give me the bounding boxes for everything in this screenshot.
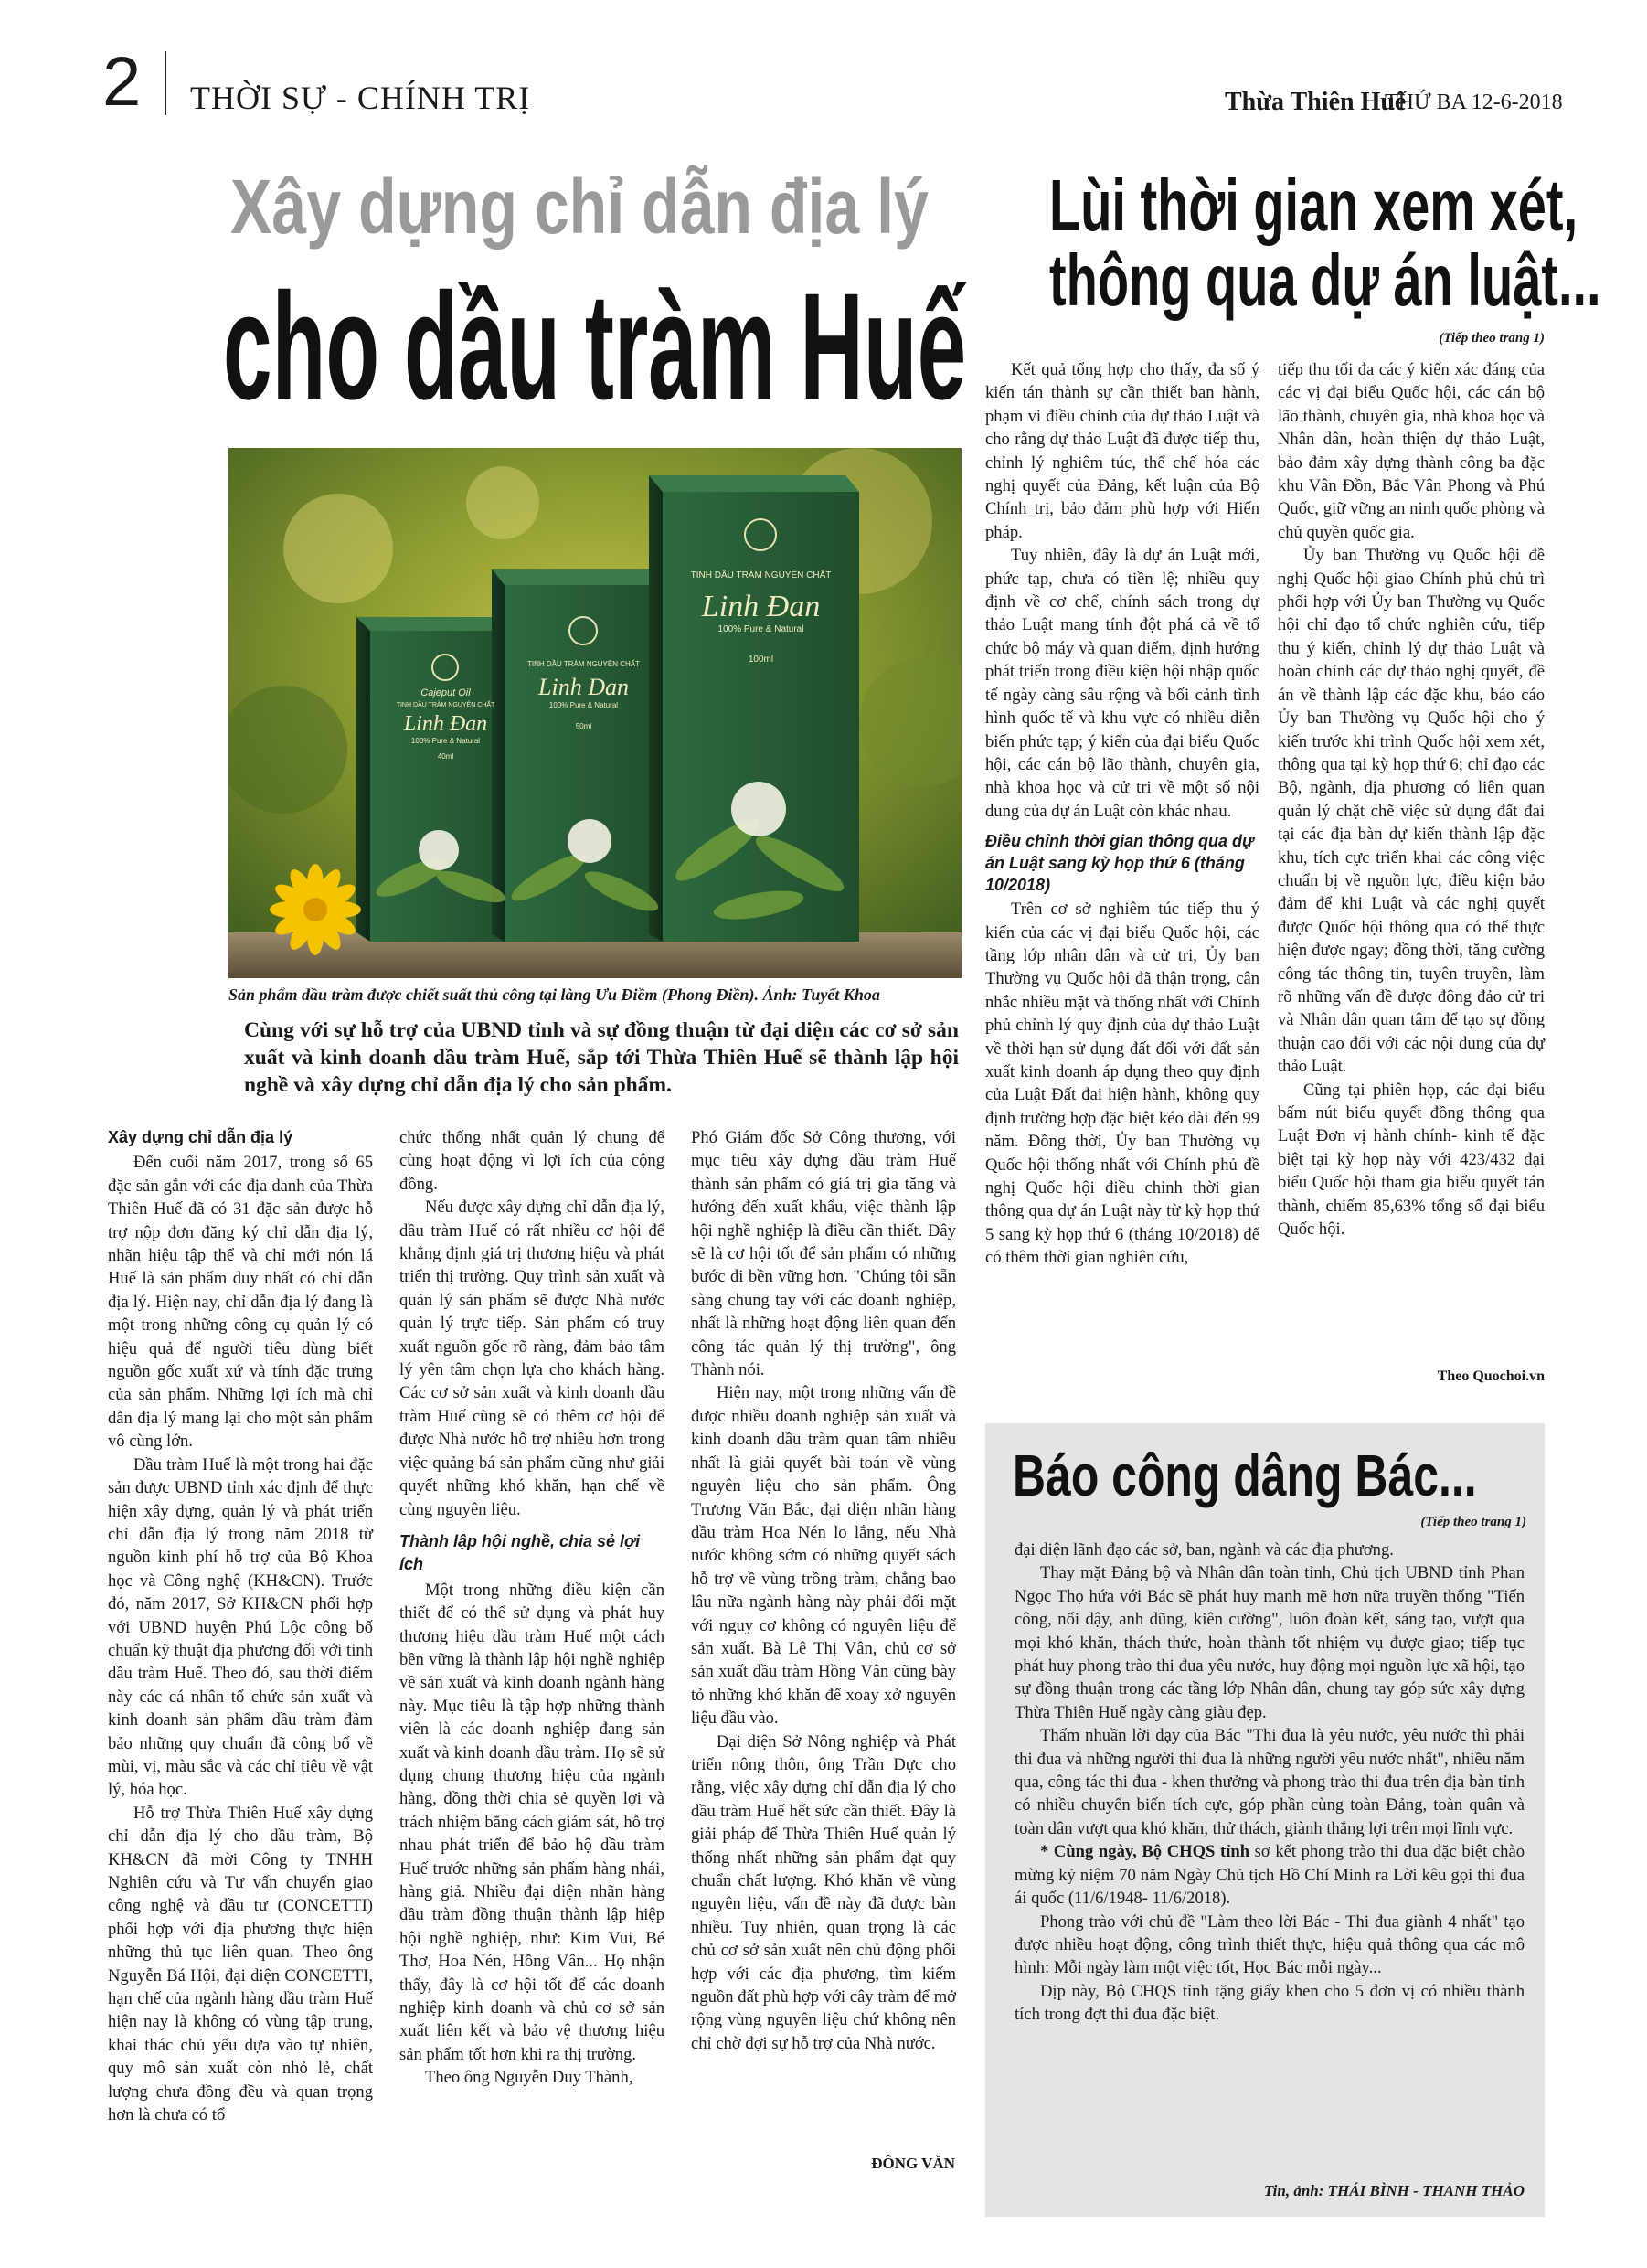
paragraph: Theo ông Nguyễn Duy Thành, [425, 2068, 633, 2088]
paragraph: Thay mặt Đảng bộ và Nhân dân toàn tỉnh, Chủ tịch UBND tỉnh Phan Ngọc Thọ hứa với Bác sẽ phát huy mạnh mẽ hơn nữa truyền thống "Tiến công, nổi dậy, anh dũng, kiên cường", luôn đoàn kết, sáng tạo, vượt qua mọi khó khăn, thách thức, hoàn thành tốt nhiệm vụ được giao; tiếp tục phát huy phong trào thi đua yêu nước, huy động mọi nguồn lực xã hội, tạo sự đồng thuận trong các tầng lớp Nhân dân, chung tay góp sức xây dựng Thừa Thiên Huế ngày càng giàu đẹp. [1015, 1563, 1525, 1722]
paragraph: Dịp này, Bộ CHQS tỉnh tặng giấy khen cho 5 đơn vị có nhiều thành tích trong đợt thi đua đặc biệt. [1015, 1981, 1525, 2025]
box-mid-label: TINH DẦU TRÀM NGUYÊN CHẤT Linh Đan 100% Pure & Natural 50ml [527, 660, 640, 730]
paragraph: * Cùng ngày, Bộ CHQS tỉnh sơ kết phong trào thi đua đặc biệt chào mừng kỷ niệm 70 năm Ngày Chủ tịch Hồ Chí Minh ra Lời kêu gọi thi đua ái quốc (11/6/1948- 11/6/2018). [1015, 1842, 1525, 1909]
paragraph: Đến cuối năm 2017, trong số 65 đặc sản gắn với các địa danh của Thừa Thiên Huế đã có 31 đặc sản được hỗ trợ nộp đơn đăng ký chỉ dẫn địa lý, nhãn hiệu tập thể và chỉ mới nón lá Huế là sản phẩm duy nhất có chỉ dẫn địa lý. Hiện nay, chỉ dẫn địa lý đang là một trong những công cụ quản lý có hiệu quả để người tiêu dùng biết nguồn gốc xuất xứ và tính đặc trưng của sản phẩm. Những lợi ích mà chỉ dẫn địa lý mang lại cho một sản phẩm vô cùng lớn. [108, 1153, 373, 1452]
paragraph: Trên cơ sở nghiêm túc tiếp thu ý kiến của các vị đại biểu Quốc hội, các tầng lớp nhân dân và cử tri, Ủy ban Thường vụ Quốc hội đã thận trọng, cân nhắc nhiều mặt và thống nhất với Chính phủ chỉnh lý quy định của dự thảo Luật về thời hạn sử dụng đất đối với đất sản xuất kinh doanh áp dụng theo quy định của Luật Đất đai hiện hành, không quy định trường hợp đặc biệt kéo dài đến 99 năm. Đồng thời, Ủy ban Thường vụ Quốc hội thống nhất với Chính phủ đề nghị Quốc hội điều chỉnh thời gian thông qua dự án Luật này từ kỳ họp thứ 5 sang kỳ họp thứ 6 (tháng 10/2018) để có thêm thời gian nghiên cứu, [985, 900, 1259, 1268]
law-column-1 [985, 358, 1259, 1270]
law-continued-note: (Tiếp theo trang 1) [1439, 331, 1545, 346]
bac-continued-note: (Tiếp theo trang 1) [1420, 1515, 1526, 1529]
main-byline: ĐÔNG VĂN [871, 2155, 955, 2172]
paragraph: tiếp thu tối đa các ý kiến xác đáng của các vị đại biểu Quốc hội, các cán bộ lão thành, chuyên gia, nhà khoa học và Nhân dân, hoàn thiện dự thảo Luật, bảo đảm xây dựng thành công ba đặc khu Vân Đồn, Bắc Vân Phong và Phú Quốc, giữ vững an ninh quốc phòng và chủ quyền quốc gia. [1278, 360, 1545, 542]
main-column-1 [108, 1126, 373, 2126]
issue-date: THỨ BA 12-6-2018 [1385, 91, 1563, 114]
box-small-label: Cajeput Oil TINH DẦU TRÀM NGUYÊN CHẤT Linh Đan 100% Pure & Natural 40ml [396, 687, 495, 761]
paragraph: Cũng tại phiên họp, các đại biểu bấm nút biểu quyết đồng thông qua Luật Đơn vị hành chính- kinh tế đặc biệt tại kỳ họp này với 423/432 đại biểu Quốc hội tham gia biểu quyết tán thành, chiếm 85,63% tổng số đại biểu Quốc hội. [1278, 1080, 1545, 1240]
paragraph: Nếu được xây dựng chỉ dẫn địa lý, dầu tràm Huế có rất nhiều cơ hội để khẳng định giá trị thương hiệu và phát triển thị trường. Quy trình sản xuất và quản lý sản phẩm sẽ được Nhà nước quản lý trực tiếp. Sản phẩm có truy xuất nguồn gốc rõ ràng, đảm bảo tâm lý yên tâm chọn lựa cho khách hàng. Các cơ sở sản xuất và kinh doanh dầu tràm Huế cũng sẽ có thêm cơ hội để được Nhà nước hỗ trợ nhiều hơn trong việc quảng bá sản phẩm cũng như giải quyết những khó khăn, hạn chế về cùng nguyên liệu. [399, 1198, 664, 1519]
main-kicker: Xây dựng chỉ dẫn địa lý [230, 164, 929, 250]
paragraph: Đại diện Sở Nông nghiệp và Phát triển nông thôn, ông Trần Dực cho rằng, việc xây dựng chỉ dẫn địa lý cho dầu tràm Huế hết sức cần thiết. Đây là giải pháp để Thừa Thiên Huế quản lý thống nhất những sản phẩm đạt quy chuẩn chất lượng. Khó khăn về vùng nguyên liệu, vấn đề này đã được bàn nhiều. Tuy nhiên, quan trọng là các chủ cơ sở sản xuất nên chủ động phối hợp với các địa phương, tìm kiếm nguồn đất phù hợp với cây tràm để mở rộng vùng nguyên liệu chứ không nên chỉ chờ đợi sự hỗ trợ của Nhà nước. [691, 1731, 956, 2053]
lead-paragraph: Cùng với sự hỗ trợ của UBND tỉnh và sự đồng thuận từ đại diện các cơ sở sản xuất và kinh doanh dầu tràm Huế, sắp tới Thừa Thiên Huế sẽ thành lập hội nghề và xây dựng chỉ dẫn địa lý cho sản phẩm. [244, 1018, 959, 1097]
paragraph: chức thống nhất quản lý chung để cùng hoạt động vì lợi ích của cộng đồng. [399, 1128, 664, 1194]
header-divider [165, 51, 166, 115]
photo-caption: Sản phẩm dầu tràm được chiết suất thủ công tại làng Ưu Điềm (Phong Điền). Ảnh: Tuyết Khoa [228, 985, 880, 1004]
paragraph: Hỗ trợ Thừa Thiên Huế xây dựng chỉ dẫn địa lý cho dầu tràm, Bộ KH&CN đã mời Công ty TNHH Nghiên cứu và Tư vấn chuyển giao công nghệ và đầu tư (CONCETTI) phối hợp với địa phương thực hiện những thủ tục liên quan. Theo ông Nguyễn Bá Hội, đại diện CONCETTI, hạn chế của ngành hàng dầu tràm Huế hiện nay là không có vùng tập trung, khai thác chủ yếu dựa vào tự nhiên, quy mô sản xuất còn nhỏ lẻ, chất lượng chưa đồng đều và quan trọng hơn là chưa có tổ [108, 1803, 373, 2125]
main-headline: cho dầu tràm Huế [223, 262, 967, 431]
paragraph: Hiện nay, một trong những vấn đề được nhiều doanh nghiệp sản xuất và kinh doanh dầu tràm quan tâm nhiều nhất là giải quyết bài toán về vùng nguyên liệu cho sản phẩm. Ông Trương Văn Bắc, đại diện nhãn hàng dầu tràm Hoa Nén lo lắng, nếu Nhà nước không sớm có những quyết sách hỗ trợ về vùng trồng tràm, chẳng bao lâu nữa ngành hàng này phải đối mặt với nguy cơ không có nguyên liệu để sản xuất. Bà Lê Thị Vân, chủ cơ sở sản xuất dầu tràm Hồng Vân cũng bày tỏ những khó khăn để xoay xở nguyên liệu đầu vào. [691, 1383, 956, 1729]
page-number: 2 [102, 43, 142, 121]
box-large-label: TINH DẦU TRÀM NGUYÊN CHẤT Linh Đan 100% Pure & Natural 100ml [690, 570, 832, 665]
paragraph: Thấm nhuần lời dạy của Bác "Thi đua là yêu nước, yêu nước thì phải thi đua và những người thi đua là những người yêu nước nhất", nhiều năm qua, công tác thi đua - khen thưởng và phong trào thi đua trên địa bàn tỉnh có nhiều chuyển biến tích cực, góp phần cùng toàn Đảng, toàn quân và toàn dân vượt qua khó khăn, thử thách, giành thắng lợi trên mọi lĩnh vực. [1015, 1726, 1525, 1838]
main-column-3 [691, 1126, 956, 2055]
paragraph: Tuy nhiên, đây là dự án Luật mới, phức tạp, chưa có tiền lệ; nhiều quy định về cơ chế, chính sách trong dự thảo Luật mang tính đột phá cả về tổ chức bộ máy và quan điểm, định hướng phát triển trong điều kiện hội nhập quốc tế ngày càng sâu rộng và bối cảnh tình hình quốc tế và khu vực có nhiều diễn biến phức tạp; ý kiến của đại biểu Quốc hội, các cán bộ lão thành, chuyên gia, nhà khoa học và cử tri về một số nội dung của dự án Luật còn khác nhau. [985, 546, 1259, 821]
law-subhead: Điều chỉnh thời gian thông qua dự án Luật sang kỳ họp thứ 6 (tháng 10/2018) [985, 832, 1254, 895]
subhead-geo: Xây dựng chỉ dẫn địa lý [108, 1128, 293, 1146]
paragraph: Phó Giám đốc Sở Công thương, với mục tiêu xây dựng dầu tràm Huế thành sản phẩm có giá trị gia tăng và hướng đến xuất khẩu, việc thành lập hội nghề nghiệp là điều cần thiết. Đây sẽ là cơ hội tốt để sản phẩm có những bước đi bền vững hơn. "Chúng tôi sẵn sàng chung tay với các doanh nghiệp, nhất là những hoạt động liên quan đến công tác quản lý thị trường", ông Thành nói. [691, 1128, 956, 1380]
paragraph: đại diện lãnh đạo các sở, ban, ngành và các địa phương. [1015, 1540, 1394, 1560]
law-headline-1: Lùi thời gian xem xét, [1049, 165, 1578, 246]
paper-name: Thừa Thiên Huế [1225, 88, 1407, 116]
main-column-2 [399, 1126, 664, 2090]
bac-body [1015, 1539, 1525, 2027]
bold-lead: * Cùng ngày, Bộ CHQS tỉnh [1040, 1842, 1250, 1862]
paragraph: Một trong những điều kiện cần thiết để có thể sử dụng và phát huy thương hiệu dầu tràm Huế một cách bền vững là thành lập hội nghề nghiệp về sản xuất và kinh doanh ngành hàng này. Mục tiêu là tập hợp những thành viên là các doanh nghiệp đang sản xuất và kinh doanh dầu tràm. Họ sẽ sử dụng chung thương hiệu của ngành hàng, đồng thời chia sẻ quyền lợi và trách nhiệm bằng cách giám sát, hỗ trợ nhau phát triển để bảo hộ dầu tràm Huế trước những sản phẩm hàng nhái, hàng giả. Nhiều đại diện nhãn hàng dầu tràm đồng thuận thành lập hiệp hội nghề nghiệp, như: Kim Vui, Bé Thơ, Hoa Nén, Hồng Vân... Họ nhận thấy, đây là cơ hội tốt để các doanh nghiệp kinh doanh và chủ cơ sở sản xuất liên kết và bảo vệ thương hiệu sản phẩm tốt hơn khi ra thị trường. [399, 1580, 664, 2064]
product-photo [228, 448, 962, 978]
subhead-association: Thành lập hội nghề, chia sẻ lợi ích [399, 1531, 641, 1574]
paragraph: Kết quả tổng hợp cho thấy, đa số ý kiến tán thành sự cần thiết ban hành, phạm vi điều chỉnh của dự thảo Luật và cho rằng dự thảo Luật đã được tiếp thu, chỉnh lý nghiêm túc, thể chế hóa các nghị quyết của Đảng, kết luận của Bộ Chính trị, bảo đảm phù hợp với Hiến pháp. [985, 360, 1259, 542]
bac-headline: Báo công dâng Bác... [1013, 1443, 1477, 1508]
section-label: THỜI SỰ - CHÍNH TRỊ [190, 80, 531, 116]
paragraph: Dầu tràm Huế là một trong hai đặc sản được UBND tỉnh xác định để thực hiện xây dựng, quản lý và phát triển chỉ dẫn địa lý trong năm 2018 từ nguồn kinh phí hỗ trợ của Bộ Khoa học và Công nghệ (KH&CN). Trước đó, năm 2017, Sở KH&CN phối hợp với UBND huyện Phú Lộc công bố chuẩn kỹ thuật địa phương đối với tinh dầu tràm Huế. Theo đó, sau thời điểm này các cá nhân tổ chức sản xuất và kinh doanh sản phẩm dầu tràm đảm bảo những quy chuẩn đã công bố về mùi, vị, màu sắc và các chỉ tiêu về vật lý, hóa học. [108, 1454, 373, 1800]
law-column-2 [1278, 358, 1545, 1240]
law-headline-2: thông qua dự án luật... [1049, 240, 1601, 321]
law-source: Theo Quochoi.vn [1437, 1368, 1545, 1384]
bac-byline: Tin, ảnh: THÁI BÌNH - THANH THẢO [1263, 2182, 1525, 2199]
paragraph: Phong trào với chủ đề "Làm theo lời Bác - Thi đua giành 4 nhất" tạo được nhiều hoạt động, công trình thiết thực, hiệu quả thông qua các mô hình: Mỗi ngày làm một việc tốt, Học Bác mỗi ngày... [1015, 1911, 1525, 1978]
paragraph: Ủy ban Thường vụ Quốc hội đề nghị Quốc hội giao Chính phủ chủ trì phối hợp với Ủy ban Thường vụ Quốc hội chỉ đạo tổ chức nghiên cứu, tiếp thu ý kiến, chỉnh lý dự thảo Luật và hoàn chỉnh các dự thảo nghị quyết, đề án về thành lập các đặc khu, báo cáo Ủy ban Thường vụ Quốc hội cho ý kiến trước khi trình Quốc hội xem xét, thông qua tại kỳ họp thứ 6; chỉ đạo các Bộ, ngành, địa phương có liên quan quản lý chặt chẽ việc sử dụng đất đai tại các địa bàn dự kiến thành lập đặc khu, tích cực triển khai các công việc chuẩn bị về nguồn lực, điều kiện bảo đảm để khi Luật và các nghị quyết được Quốc hội thông qua có thể thực hiện được ngay; đồng thời, tăng cường công tác thông tin, tuyên truyền, làm rõ những vấn đề được đông đảo cử tri và Nhân dân quan tâm để tạo sự đồng thuận cao đối với các nội dung của dự thảo Luật. [1278, 546, 1545, 1077]
